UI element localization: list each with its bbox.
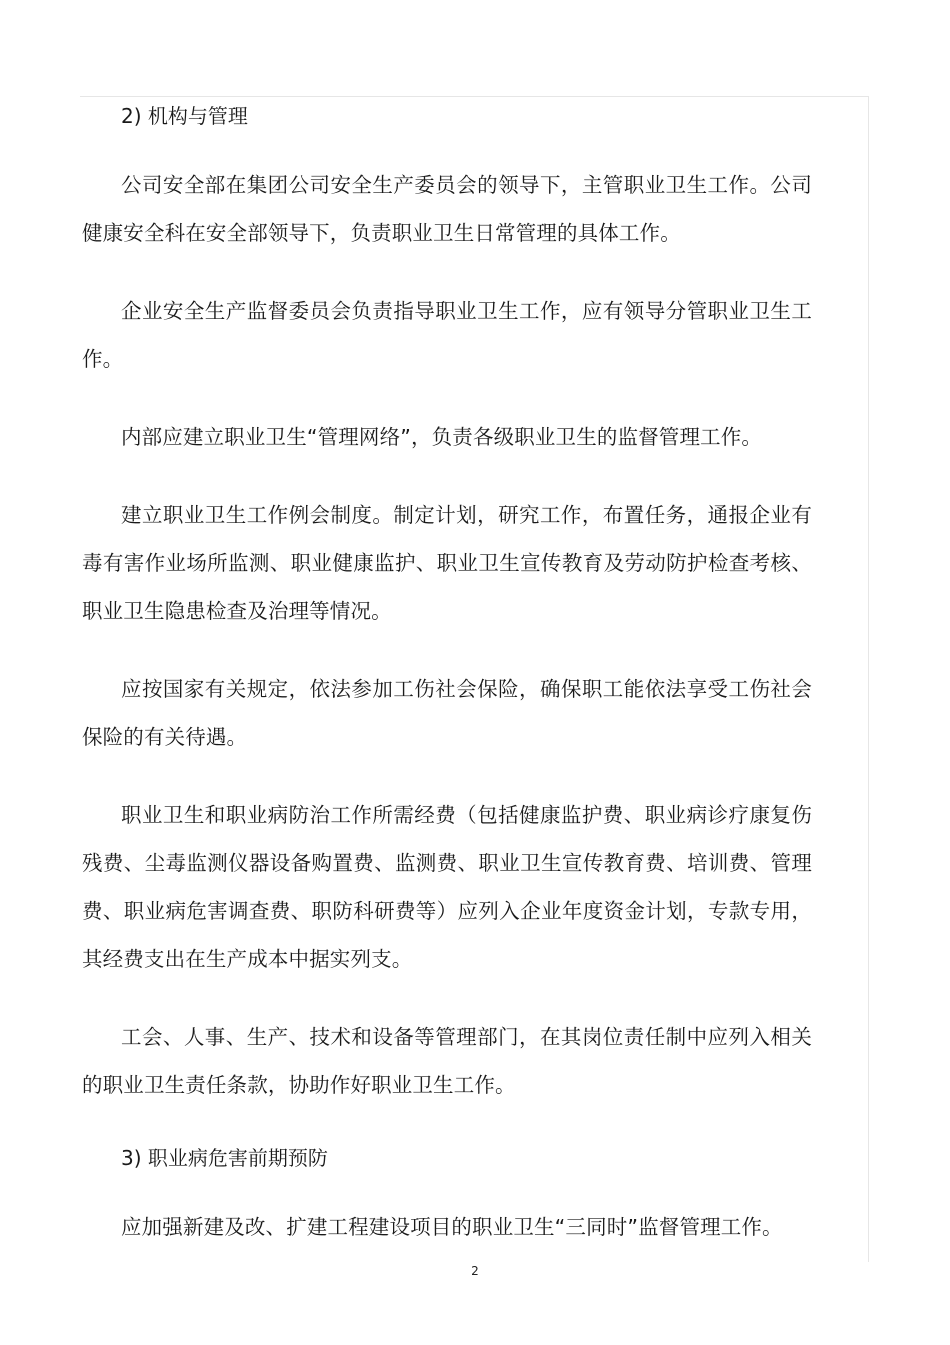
paragraph: 职业卫生和职业病防治工作所需经费（包括健康监护费、职业病诊疗康复伤残费、尘毒监测仪器设备购置费、监测费、职业卫生宣传教育费、培训费、管理费、职业病危害调查费、职防科研费等）应列入企业年度资金计划，专款专用，其经费支出在生产成本中据实列支。 [82, 803, 812, 971]
section-heading-3: 3) 职业病危害前期预防 [121, 1146, 328, 1170]
document-body [82, 97, 812, 1251]
paragraph: 企业安全生产监督委员会负责指导职业卫生工作，应有领导分管职业卫生工作。 [82, 299, 812, 371]
paragraph: 应加强新建及改、扩建工程建设项目的职业卫生“三同时”监督管理工作。 [121, 1215, 783, 1239]
paragraph: 应按国家有关规定，依法参加工伤社会保险，确保职工能依法享受工伤社会保险的有关待遇。 [82, 677, 812, 749]
page-number: 2 [471, 1264, 479, 1278]
paragraph: 内部应建立职业卫生“管理网络”，负责各级职业卫生的监督管理工作。 [121, 425, 763, 449]
paragraph: 公司安全部在集团公司安全生产委员会的领导下，主管职业卫生工作。公司健康安全科在安全部领导下，负责职业卫生日常管理的具体工作。 [82, 173, 812, 245]
section-heading-2: 2) 机构与管理 [121, 104, 248, 128]
paragraph: 工会、人事、生产、技术和设备等管理部门，在其岗位责任制中应列入相关的职业卫生责任条款，协助作好职业卫生工作。 [82, 1025, 812, 1097]
paragraph: 建立职业卫生工作例会制度。制定计划，研究工作，布置任务，通报企业有毒有害作业场所监测、职业健康监护、职业卫生宣传教育及劳动防护检查考核、职业卫生隐患检查及治理等情况。 [82, 503, 812, 623]
